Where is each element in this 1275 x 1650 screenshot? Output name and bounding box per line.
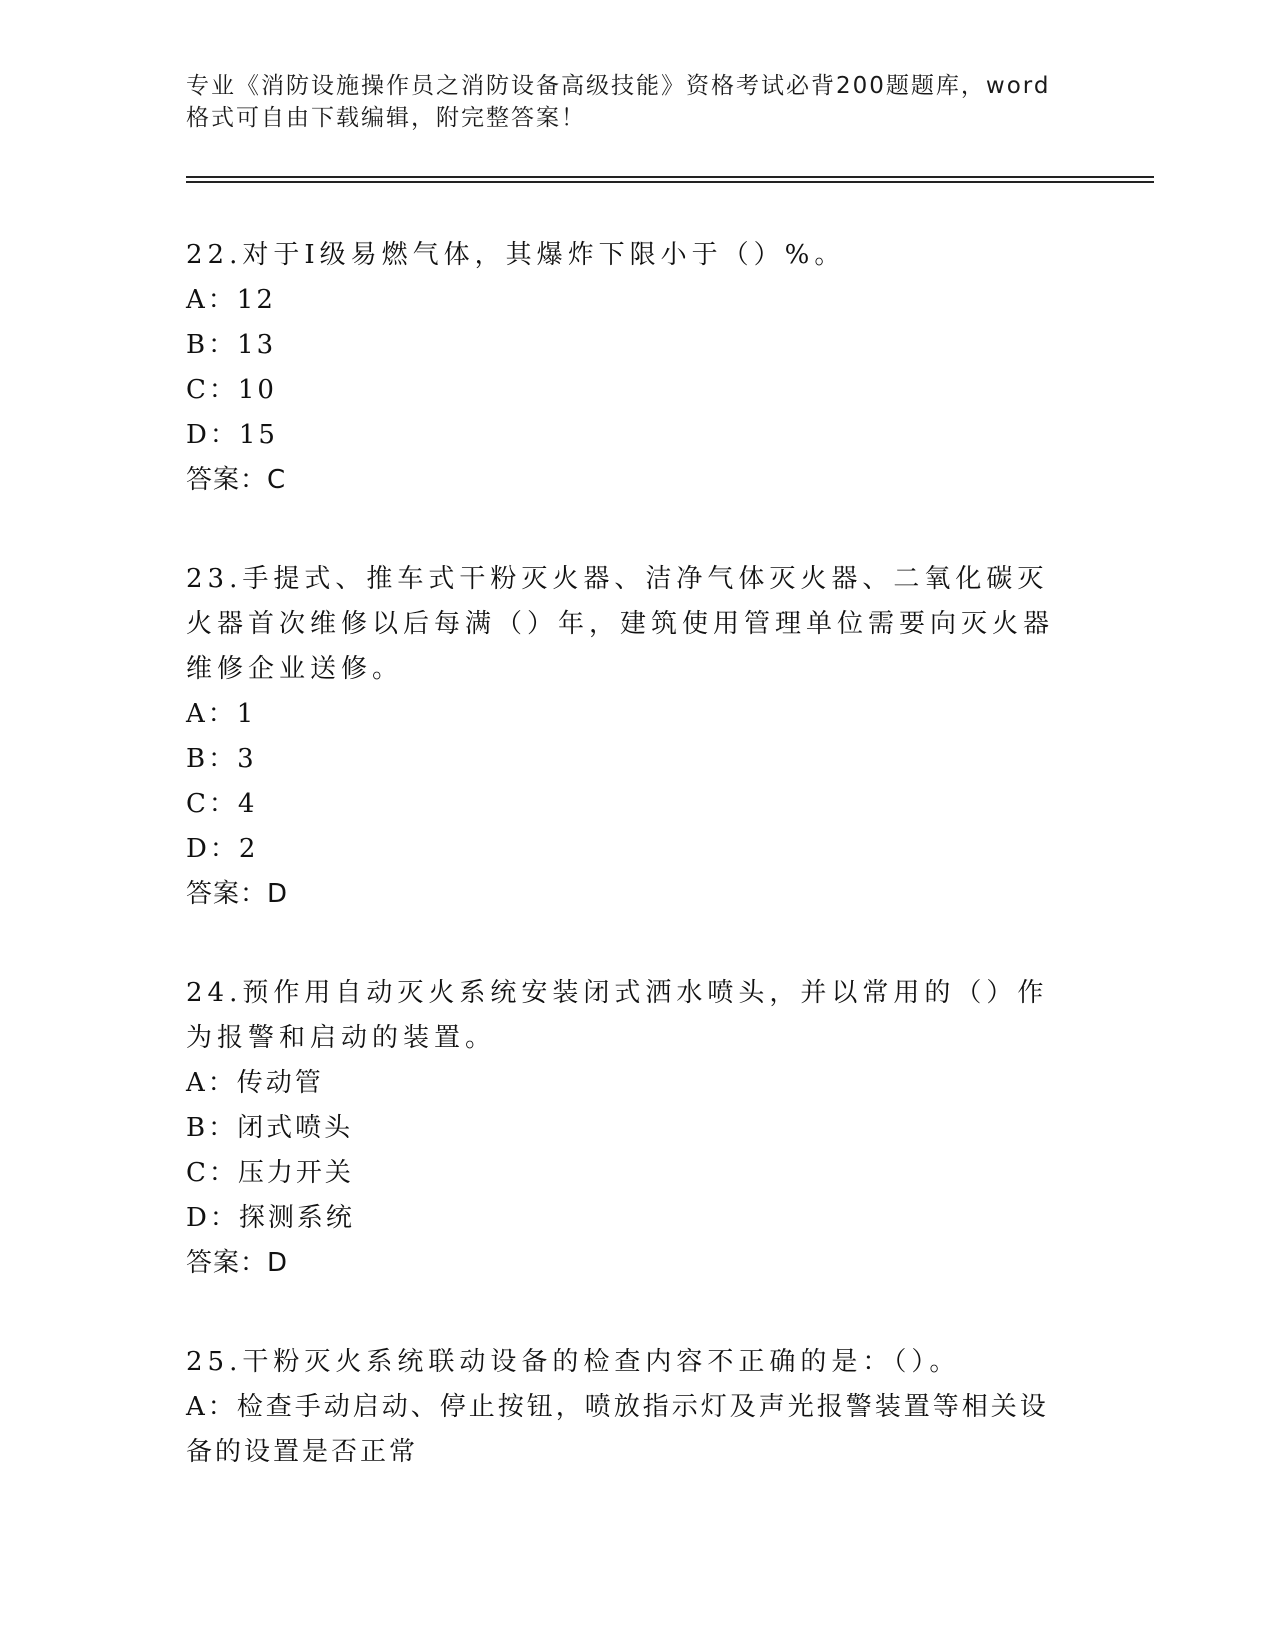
header-divider-top [186, 176, 1154, 178]
question-stem: 24.预作用自动灭火系统安装闭式洒水喷头，并以常用的（）作为报警和启动的装置。 [186, 978, 1049, 1053]
answer-label: 答案：C [186, 465, 287, 495]
option-b: B：3 [186, 744, 257, 774]
option-a: A：传动管 [186, 1068, 324, 1098]
header-divider-bottom [186, 181, 1154, 183]
question-stem: 23.手提式、推车式干粉灭火器、洁净气体灭火器、二氧化碳灭火器首次维修以后每满（）年，建筑使用管理单位需要向灭火器维修企业送修。 [186, 564, 1055, 684]
question-25 [186, 1340, 1066, 1475]
question-22 [186, 233, 1066, 503]
document-header: 专业《消防设施操作员之消防设备高级技能》资格考试必背200题题库，word格式可自由下载编辑，附完整答案！ [186, 73, 1051, 131]
question-23 [186, 557, 1066, 917]
option-d: D：15 [186, 420, 278, 450]
option-a: A：12 [186, 285, 276, 315]
answer-label: 答案：D [186, 1248, 289, 1278]
option-b: B：13 [186, 330, 277, 360]
option-c: C：10 [186, 375, 277, 405]
option-d: D：2 [186, 834, 259, 864]
question-24 [186, 971, 1066, 1286]
option-b: B：闭式喷头 [186, 1113, 354, 1143]
answer-label: 答案：D [186, 879, 289, 909]
option-a: A：检查手动启动、停止按钮，喷放指示灯及声光报警装置等相关设备的设置是否正常 [186, 1392, 1049, 1467]
question-stem: 25.干粉灭火系统联动设备的检查内容不正确的是：（）。 [186, 1347, 961, 1377]
option-a: A：1 [186, 699, 257, 729]
option-d: D：探测系统 [186, 1203, 355, 1233]
question-stem: 22.对于Ⅰ级易燃气体，其爆炸下限小于（）%。 [186, 240, 846, 270]
option-c: C：4 [186, 789, 258, 819]
question-list [186, 233, 1066, 1529]
option-c: C：压力开关 [186, 1158, 354, 1188]
